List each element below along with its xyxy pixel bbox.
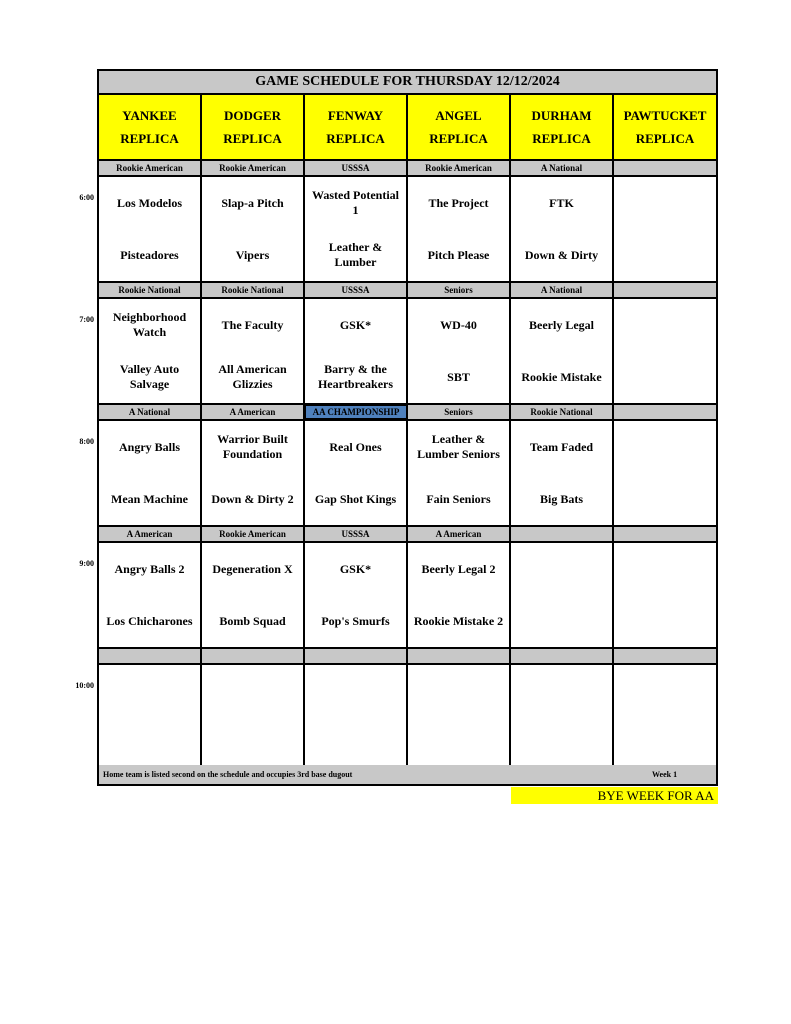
home-team: All American Glizzies: [218, 362, 287, 391]
home-team: Valley Auto Salvage: [119, 362, 180, 391]
home-team: [511, 717, 612, 769]
time-slot: [99, 665, 716, 771]
time-slot: [99, 543, 716, 649]
home-team: [614, 229, 716, 281]
game-cell: [202, 299, 305, 403]
field-header-row: [99, 95, 716, 161]
time-label: 7:00: [79, 315, 94, 324]
game-cell: [99, 665, 202, 769]
field-header-durham: [511, 95, 614, 159]
division-label: [614, 527, 716, 541]
championship-label: AA CHAMPIONSHIP: [305, 405, 408, 419]
home-team: Los Chicharones: [106, 613, 193, 628]
schedule-footer: [99, 765, 716, 784]
time-slot: [99, 177, 716, 283]
game-cell: [202, 177, 305, 281]
field-sub: REPLICA: [635, 131, 695, 146]
division-label: A National: [99, 405, 202, 419]
home-team: Gap Shot Kings: [314, 491, 397, 506]
away-team: [99, 665, 200, 717]
away-team: Angry Balls: [118, 439, 180, 454]
home-team-note: Home team is listed second on the schedule and occupies 3rd base dugout: [103, 770, 353, 779]
division-label: [305, 649, 408, 663]
game-cell: [99, 299, 202, 403]
game-cell: [511, 421, 614, 525]
field-header-dodger: [202, 95, 305, 159]
field-name: DURHAM: [531, 108, 592, 123]
away-team: [614, 177, 716, 229]
home-team: [614, 595, 716, 647]
field-name: DODGER: [223, 108, 282, 123]
away-team: FTK: [549, 195, 574, 210]
division-label: A National: [511, 283, 614, 297]
away-team: WD-40: [440, 317, 477, 332]
game-cell: [511, 543, 614, 647]
away-team: Beerly Legal 2: [421, 561, 496, 576]
home-team: [614, 473, 716, 525]
game-cell: [305, 177, 408, 281]
game-cell: [99, 177, 202, 281]
home-team: [305, 717, 406, 769]
home-team: Down & Dirty: [524, 247, 599, 262]
home-team: [511, 595, 612, 647]
away-team: [614, 665, 716, 717]
home-team: Fain Seniors: [426, 491, 491, 506]
field-sub: REPLICA: [429, 131, 488, 146]
division-label: Rookie American: [408, 161, 511, 175]
division-label: A American: [202, 405, 305, 419]
home-team: Rookie Mistake: [521, 369, 602, 384]
home-team: [408, 717, 509, 769]
division-label: USSSA: [305, 161, 408, 175]
division-label: [614, 283, 716, 297]
time-slot: [99, 421, 716, 527]
field-sub: REPLICA: [120, 131, 179, 146]
away-team: [408, 665, 509, 717]
away-team: The Faculty: [221, 317, 284, 332]
away-team: Leather & Lumber Seniors: [417, 432, 500, 461]
game-cell: [202, 543, 305, 647]
home-team: Vipers: [235, 247, 270, 262]
division-label: Rookie National: [511, 405, 614, 419]
field-sub: REPLICA: [532, 131, 591, 146]
division-label: Seniors: [408, 283, 511, 297]
home-team: Rookie Mistake 2: [413, 613, 504, 628]
division-label: Rookie American: [202, 161, 305, 175]
division-label: [614, 161, 716, 175]
away-team: GSK*: [339, 317, 372, 332]
division-label: Rookie National: [99, 283, 202, 297]
division-band: [99, 283, 716, 299]
field-header-pawtucket: [614, 95, 716, 159]
away-team: [511, 665, 612, 717]
time-label: 6:00: [79, 193, 94, 202]
home-team: [614, 351, 716, 403]
division-label: USSSA: [305, 283, 408, 297]
game-cell: [614, 177, 716, 281]
home-team: Pisteadores: [120, 247, 179, 262]
field-name: YANKEE: [122, 108, 177, 123]
field-name: ANGEL: [435, 108, 482, 123]
division-band: [99, 405, 716, 421]
division-band: [99, 161, 716, 177]
game-cell: [408, 299, 511, 403]
away-team: GSK*: [339, 561, 372, 576]
game-cell: [511, 665, 614, 769]
game-cell: [408, 665, 511, 769]
game-cell: [511, 299, 614, 403]
game-cell: [305, 543, 408, 647]
field-sub: REPLICA: [223, 131, 282, 146]
game-cell: [408, 543, 511, 647]
away-team: Real Ones: [329, 439, 382, 454]
field-name: FENWAY: [327, 108, 384, 123]
division-label: Rookie American: [99, 161, 202, 175]
home-team: Pitch Please: [427, 247, 490, 262]
game-cell: [408, 421, 511, 525]
division-label: [408, 649, 511, 663]
game-cell: [614, 421, 716, 525]
away-team: Team Faded: [529, 439, 594, 454]
time-slot: [99, 299, 716, 405]
game-cell: [305, 665, 408, 769]
game-cell: [99, 421, 202, 525]
division-label: A National: [511, 161, 614, 175]
time-label: 8:00: [79, 437, 94, 446]
division-label: [614, 649, 716, 663]
away-team: Neighborhood Watch: [112, 310, 187, 339]
schedule-table: [97, 69, 718, 786]
division-label: [511, 527, 614, 541]
field-name: PAWTUCKET: [623, 108, 707, 123]
away-team: [614, 421, 716, 473]
away-team: Beerly Legal: [529, 317, 594, 332]
division-label: [614, 405, 716, 419]
division-label: A American: [99, 527, 202, 541]
division-label: USSSA: [305, 527, 408, 541]
division-label: Seniors: [408, 405, 511, 419]
division-label: A American: [408, 527, 511, 541]
field-sub: REPLICA: [326, 131, 385, 146]
game-cell: [614, 543, 716, 647]
away-team: Wasted Potential 1: [312, 188, 399, 217]
home-team: Leather & Lumber: [328, 240, 383, 269]
home-team: [614, 717, 716, 769]
division-band: [99, 527, 716, 543]
away-team: The Project: [428, 195, 489, 210]
division-label: [202, 649, 305, 663]
away-team: Degeneration X: [212, 561, 293, 576]
away-team: Slap-a Pitch: [221, 195, 284, 210]
away-team: [305, 665, 406, 717]
game-cell: [202, 421, 305, 525]
game-cell: [305, 421, 408, 525]
home-team: Big Bats: [539, 491, 583, 506]
away-team: [614, 543, 716, 595]
division-label: [511, 649, 614, 663]
division-label: Rookie National: [202, 283, 305, 297]
game-cell: [511, 177, 614, 281]
game-cell: [614, 299, 716, 403]
home-team: Bomb Squad: [219, 613, 286, 628]
game-cell: [305, 299, 408, 403]
game-cell: [408, 177, 511, 281]
game-cell: [99, 543, 202, 647]
home-team: Barry & the Heartbreakers: [317, 362, 394, 391]
division-label: Rookie American: [202, 527, 305, 541]
division-band: [99, 649, 716, 665]
game-cell: [202, 665, 305, 769]
away-team: Los Modelos: [116, 195, 182, 210]
time-label: 9:00: [79, 559, 94, 568]
time-label: 10:00: [75, 681, 94, 690]
home-team: Pop's Smurfs: [321, 613, 390, 628]
field-header-yankee: [99, 95, 202, 159]
game-cell: [614, 665, 716, 769]
field-header-angel: [408, 95, 511, 159]
home-team: Mean Machine: [111, 491, 188, 506]
away-team: [511, 543, 612, 595]
week-label: Week 1: [652, 770, 678, 779]
away-team: [614, 299, 716, 351]
home-team: [99, 717, 200, 769]
home-team: Down & Dirty 2: [211, 491, 294, 506]
field-header-fenway: [305, 95, 408, 159]
home-team: SBT: [447, 369, 470, 384]
away-team: Angry Balls 2: [114, 561, 185, 576]
away-team: Warrior Built Foundation: [217, 432, 288, 461]
bye-week-note: BYE WEEK FOR AA: [511, 787, 718, 804]
division-label: [99, 649, 202, 663]
home-team: [202, 717, 303, 769]
away-team: [202, 665, 303, 717]
schedule-title: GAME SCHEDULE FOR THURSDAY 12/12/2024: [99, 71, 716, 95]
